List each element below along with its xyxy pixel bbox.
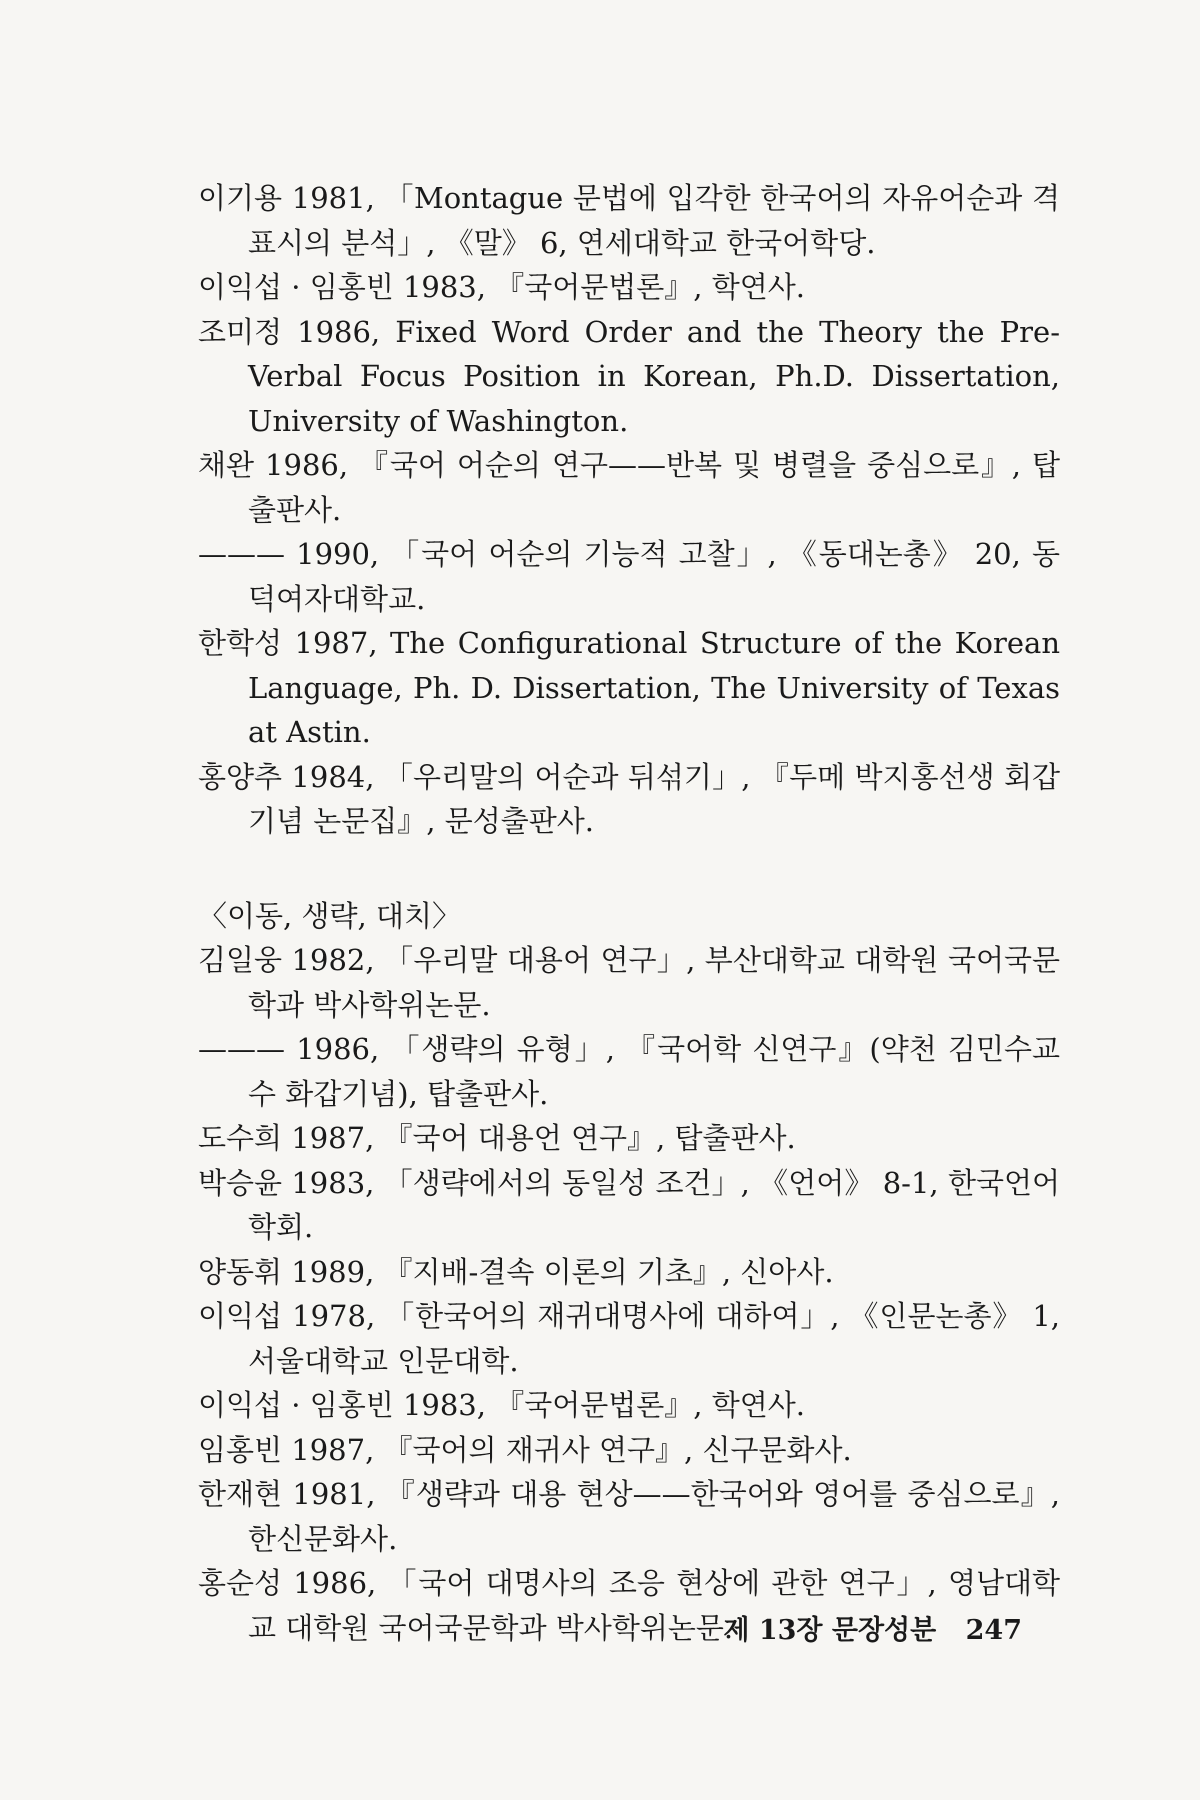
reference-entry: 채완 1986, 『국어 어순의 연구——반복 및 병렬을 중심으로』, 탑출판사. (198, 448, 1060, 527)
section-heading: 〈이동, 생략, 대치〉 (198, 898, 461, 933)
reference-entry: 도수희 1987, 『국어 대용언 연구』, 탑출판사. (198, 1121, 796, 1155)
page-body (198, 176, 1060, 1650)
chapter-title: 제 13장 문장성분 (723, 1615, 937, 1646)
reference-entry: 이익섭 · 임홍빈 1983, 『국어문법론』, 학연사. (198, 1388, 805, 1422)
page-number: 247 (965, 1615, 1022, 1646)
reference-entry: 이기용 1981, 「Montague 문법에 입각한 한국어의 자유어순과 격표시의 분석」, 《말》 6, 연세대학교 한국어학당. (198, 181, 1060, 260)
reference-entry: 조미정 1986, Fixed Word Order and the Theory the Pre-Verbal Focus Position in Korean, Ph.D. Dissertation, University of Washington. (198, 314, 1060, 438)
reference-entry: 홍순성 1986, 「국어 대명사의 조응 현상에 관한 연구」, 영남대학교 대학원 국어국문학과 박사학위논문. (198, 1566, 1060, 1645)
reference-entry: 이익섭 1978, 「한국어의 재귀대명사에 대하여」, 《인문논총》 1, 서울대학교 인문대학. (198, 1299, 1060, 1378)
reference-entry: 양동휘 1989, 『지배-결속 이론의 기초』, 신아사. (198, 1254, 834, 1289)
reference-entry: 한학성 1987, The Configurational Structure of the Korean Language, Ph. D. Dissertation, The University of Texas at Astin. (198, 626, 1060, 749)
reference-entry: 홍양추 1984, 「우리말의 어순과 뒤섞기」, 『두메 박지홍선생 회갑기념 논문집』, 문성출판사. (198, 759, 1060, 838)
reference-list-2 (198, 938, 1060, 1650)
reference-list-1 (198, 176, 1060, 844)
reference-entry: 박승윤 1983, 「생략에서의 동일성 조건」, 《언어》 8-1, 한국언어학회. (198, 1165, 1060, 1244)
reference-entry: ——— 1986, 「생략의 유형」, 『국어학 신연구』(약천 김민수교수 화갑기념), 탑출판사. (198, 1032, 1060, 1111)
page-footer (723, 1608, 1022, 1647)
reference-entry: 임홍빈 1987, 『국어의 재귀사 연구』, 신구문화사. (198, 1432, 852, 1467)
reference-entry: ——— 1990, 「국어 어순의 기능적 고찰」, 《동대논총》 20, 동덕여자대학교. (198, 537, 1060, 616)
reference-entry: 한재현 1981, 『생략과 대용 현상——한국어와 영어를 중심으로』, 한신문화사. (198, 1477, 1060, 1556)
reference-entry: 김일웅 1982, 「우리말 대용어 연구」, 부산대학교 대학원 국어국문학과 박사학위논문. (198, 943, 1060, 1022)
section-gap (198, 844, 1060, 894)
reference-entry: 이익섭 · 임홍빈 1983, 『국어문법론』, 학연사. (198, 270, 805, 304)
